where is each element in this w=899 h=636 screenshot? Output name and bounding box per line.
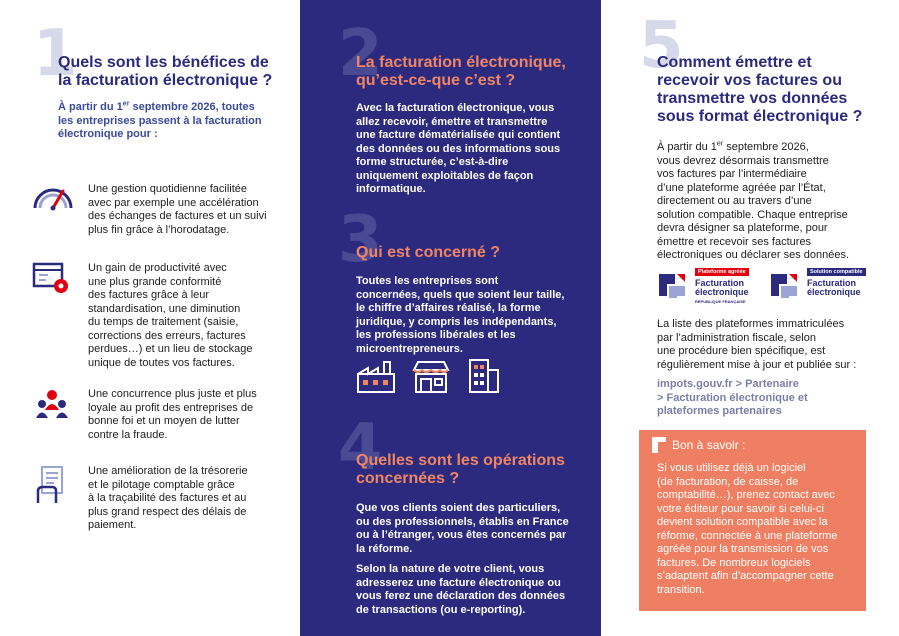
productivity-icon [32,262,72,296]
bon-a-savoir-box [639,430,866,611]
logo-plateforme-agreee: Plateforme agréée Facturation électronique RÉPUBLIQUE FRANÇAISE [657,268,757,308]
section4-number: 4 [338,411,381,485]
section1-title: Quels sont les bénéfices de la facturation électronique ? [58,54,273,89]
section1-number: 1 [33,17,76,91]
benefit-1-text: Une gestion quotidienne facilitée avec par exemple une accélération des échanges de factures et un suivi plus fin grâce à l’horodatage. [88,183,267,236]
factory-icon [356,360,396,394]
shop-icon [412,360,450,394]
impots-link[interactable]: impots.gouv.fr > Partenaire > Facturation électronique et plateformes partenaires [657,378,808,417]
benefit-4-text: Une amélioration de la trésorerie et le pilotage comptable grâce à la traçabilité des factures et au plus grand respect des délais de paiement. [88,465,248,531]
benefit-2-text: Un gain de productivité avec une plus grande conformité des factures grâce à leur standardisation, une diminution du temps de traitement (saisie, corrections des erreurs, factures perdues…) et un lieu de stockage unique de toutes vos factures. [88,262,253,369]
info-flag-icon [652,437,666,453]
section2-number: 2 [338,17,381,91]
section3-title: Qui est concerné ? [356,244,501,261]
office-building-icon [466,358,500,394]
section4-para1: Que vos clients soient des particuliers, ou des professionnels, établis en France ou à l’étranger, vous êtes concernés par la réforme. [356,502,569,555]
arrow-logo-icon [769,270,799,300]
section5-number: 5 [639,9,682,83]
section5-para2: La liste des plateformes immatriculées par l’administration fiscale, selon une procédure bien spécifique, est régulièrement mise à jour et publiée sur : [657,318,857,371]
section2-text: Avec la facturation électronique, vous allez recevoir, émettre et transmettre une facture dématérialisée qui contient des données ou des informations sous forme structurée, c’est-à-dire uniquement exploitables de façon informatique. [356,102,561,195]
benefit-3-text: Une concurrence plus juste et plus loyale au profit des entreprises de bonne foi et un moyen de lutter contre la fraude. [88,388,257,441]
section2-title: La facturation électronique, qu’est-ce-que c’est ? [356,54,566,89]
bon-a-savoir-text: Si vous utilisez déjà un logiciel (de facturation, de caisse, de comptabilité…), prenez contact avec votre éditeur pour savoir si celui-ci devient solution compatible avec la réforme, connectée à une plateforme agréée pour la transmission de vos factures. De nombreux logiciels s’adaptent afin d’accompagner cette transition. [657,462,838,596]
section5-para1: À partir du 1er septembre 2026, vous devrez désormais transmettre vos factures par l’intermédiaire d’une plateforme agréée par l’État, directement ou au travers d’une solution compatible. Chaque entreprise devra désigner sa plateforme, pour émettre et recevoir ses factures électroniques ou déclarer ses données. [657,140,850,261]
arrow-logo-icon [657,270,687,300]
section5-title: Comment émettre et recevoir vos factures ou transmettre vos données sous format électronique ? [657,54,863,125]
treasury-icon [34,465,70,505]
section3-text: Toutes les entreprises sont concernées, quels que soient leur taille, le chiffre d’affaires réalisé, la forme juridique, y compris les indépendants, les professions libérales et les microentrepreneurs. [356,275,565,355]
logo-solution-compatible: Solution compatible Facturation électronique [769,268,879,308]
competition-icon [34,388,70,420]
section3-number: 3 [338,203,381,277]
section4-title: Quelles sont les opérations concernées ? [356,452,565,487]
bon-a-savoir-title: Bon à savoir : [672,438,746,452]
gauge-icon [32,183,74,211]
left-column [0,0,300,636]
section1-intro: À partir du 1er septembre 2026, toutes les entreprises passent à la facturation électronique pour : [58,100,262,140]
middle-column [300,0,601,636]
section4-para2: Selon la nature de votre client, vous adresserez une facture électronique ou vous ferez une déclaration des données de transactions (ou e-reporting). [356,563,566,616]
